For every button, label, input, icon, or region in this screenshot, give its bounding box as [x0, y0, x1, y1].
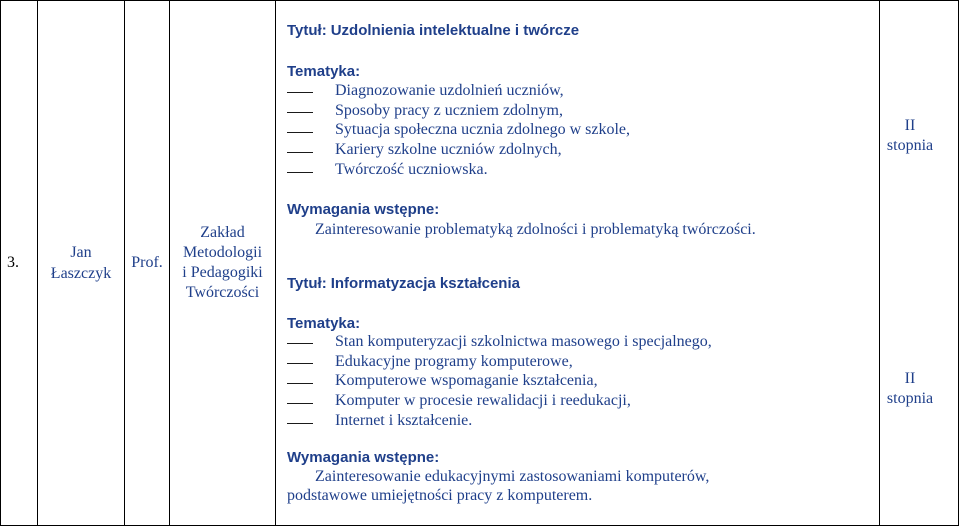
course-1-topic-3: Sytuacja społeczna ucznia zdolnego w szkole, — [335, 121, 630, 138]
course-1-title-line — [287, 22, 579, 40]
course-2-bullet-5 — [287, 423, 313, 424]
lecturer-name-cell — [38, 1, 125, 526]
lecturer-first-name: Jan — [70, 244, 92, 261]
department-line-4: Twórczości — [185, 284, 260, 301]
course-1-topics-label: Tematyka: — [287, 63, 361, 80]
course-2-bullet-4 — [287, 403, 313, 404]
course-2-topic-2: Edukacyjne programy komputerowe, — [335, 353, 573, 370]
department-cell — [170, 1, 276, 526]
course-1-topic-4: Kariery szkolne uczniów zdolnych, — [335, 141, 562, 158]
academic-degree-cell — [125, 1, 170, 526]
study-level-cell — [880, 1, 959, 526]
department-line-2: Metodologii — [182, 244, 263, 261]
course-1-topic-5: Twórczość uczniowska. — [335, 161, 488, 178]
course-2-level-degree: II — [904, 370, 916, 387]
course-2-topic-3: Komputerowe wspomaganie kształcenia, — [335, 372, 598, 389]
course-1-requirements-label: Wymagania wstępne: — [287, 201, 440, 218]
course-2-requirements-line-2: podstawowe umiejętności pracy z komputerem. — [287, 487, 593, 504]
course-2-title: Informatyzacja kształcenia — [330, 275, 520, 292]
course-1-study-level — [860, 116, 960, 156]
course-1-bullet-3 — [287, 132, 313, 133]
course-2-topic-1: Stan komputeryzacji szkolnictwa masowego i specjalnego, — [335, 333, 712, 350]
course-1-bullet-1 — [287, 92, 313, 93]
row-number-cell — [1, 1, 38, 526]
course-1-topic-1: Diagnozowanie uzdolnień uczniów, — [335, 82, 564, 99]
course-2-study-level — [860, 369, 960, 409]
course-2-requirements-label: Wymagania wstępne: — [287, 449, 440, 466]
table-row — [1, 1, 959, 526]
course-2-topics-label: Tematyka: — [287, 315, 361, 332]
course-1-level-word: stopnia — [886, 137, 934, 154]
course-2-topic-4: Komputer w procesie rewalidacji i reedukacji, — [335, 392, 631, 409]
course-1-bullet-5 — [287, 172, 313, 173]
course-2-bullet-1 — [287, 343, 313, 344]
course-1-bullet-4 — [287, 152, 313, 153]
course-2-bullet-3 — [287, 383, 313, 384]
course-1-level-degree: II — [904, 117, 916, 134]
course-2-title-label: Tytuł: — [287, 275, 327, 292]
course-2-bullet-2 — [287, 363, 313, 364]
course-1-requirements-text: Zainteresowanie problematyką zdolności i problematyką twórczości. — [315, 221, 756, 238]
row-number: 3. — [7, 254, 19, 271]
course-1-bullet-2 — [287, 112, 313, 113]
course-2-title-line — [287, 275, 520, 293]
department-line-1: Zakład — [200, 224, 245, 241]
lecturer-last-name: Łaszczyk — [50, 265, 112, 282]
department-line-3: i Pedagogiki — [182, 264, 263, 281]
course-1-title: Uzdolnienia intelektualne i twórcze — [330, 22, 580, 39]
course-1-title-label: Tytuł: — [287, 22, 327, 39]
course-2-topic-5: Internet i kształcenie. — [335, 412, 473, 429]
course-1-topic-2: Sposoby pracy z uczniem zdolnym, — [335, 102, 563, 119]
course-2-requirements-line-1: Zainteresowanie edukacyjnymi zastosowaniami komputerów, — [315, 468, 710, 485]
course-2-level-word: stopnia — [886, 390, 934, 407]
academic-degree: Prof. — [131, 254, 163, 271]
course-content-cell — [276, 1, 880, 526]
